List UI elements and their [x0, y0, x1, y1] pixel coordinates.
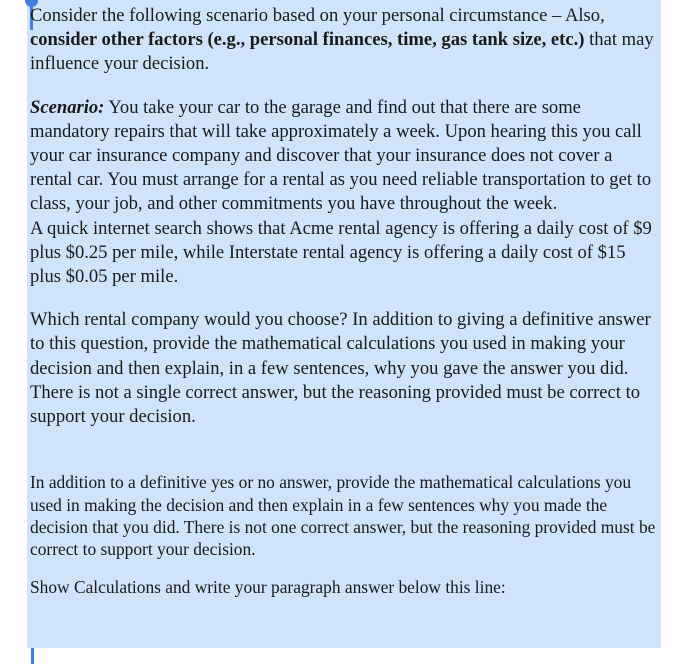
intro-text-1: Consider the following scenario based on your personal circumstance – Also,	[30, 5, 605, 26]
intro-bold-text: consider other factors (e.g., personal finances, time, gas tank size, etc.)	[30, 29, 585, 51]
scenario-paragraph	[30, 96, 658, 217]
search-paragraph: A quick internet search shows that Acme rental agency is offering a daily cost of $9 plus $0.25 per mile, while Interstate rental agency is offering a daily cost of $15 plus $0.05 per mile.	[30, 217, 652, 288]
document-body	[30, 4, 658, 598]
intro-paragraph	[30, 4, 658, 77]
instructions-paragraph: In addition to a definitive yes or no answer, provide the mathematical calculations you used in making the decision and then explain in a few sentences why you made the decision that you did. There is not one correct answer, but the reasoning provided must be correct to support your decision.	[30, 472, 656, 560]
text-cursor[interactable]	[31, 648, 34, 664]
scenario-text: You take your car to the garage and find out that there are some mandatory repairs that will take approximately a week. Upon hearing this you call your car insurance company and discover that your insurance does not cover a rental car. You must arrange for a rental as you need reliable transportation to get to class, your job, and other commitments you have throughout the week.	[30, 96, 652, 215]
question-paragraph: Which rental company would you choose? In addition to giving a definitive answer to this question, provide the mathematical calculations you used in making your decision and then explain, in a few sentences, why you gave the answer you did. There is not a single correct answer, but the reasoning provided must be correct to support your decision.	[30, 309, 651, 428]
intro-text-2: that may influence your decision.	[30, 29, 654, 75]
answer-prompt: Show Calculations and write your paragraph answer below this line:	[30, 576, 506, 597]
scenario-label: Scenario:	[30, 96, 105, 118]
